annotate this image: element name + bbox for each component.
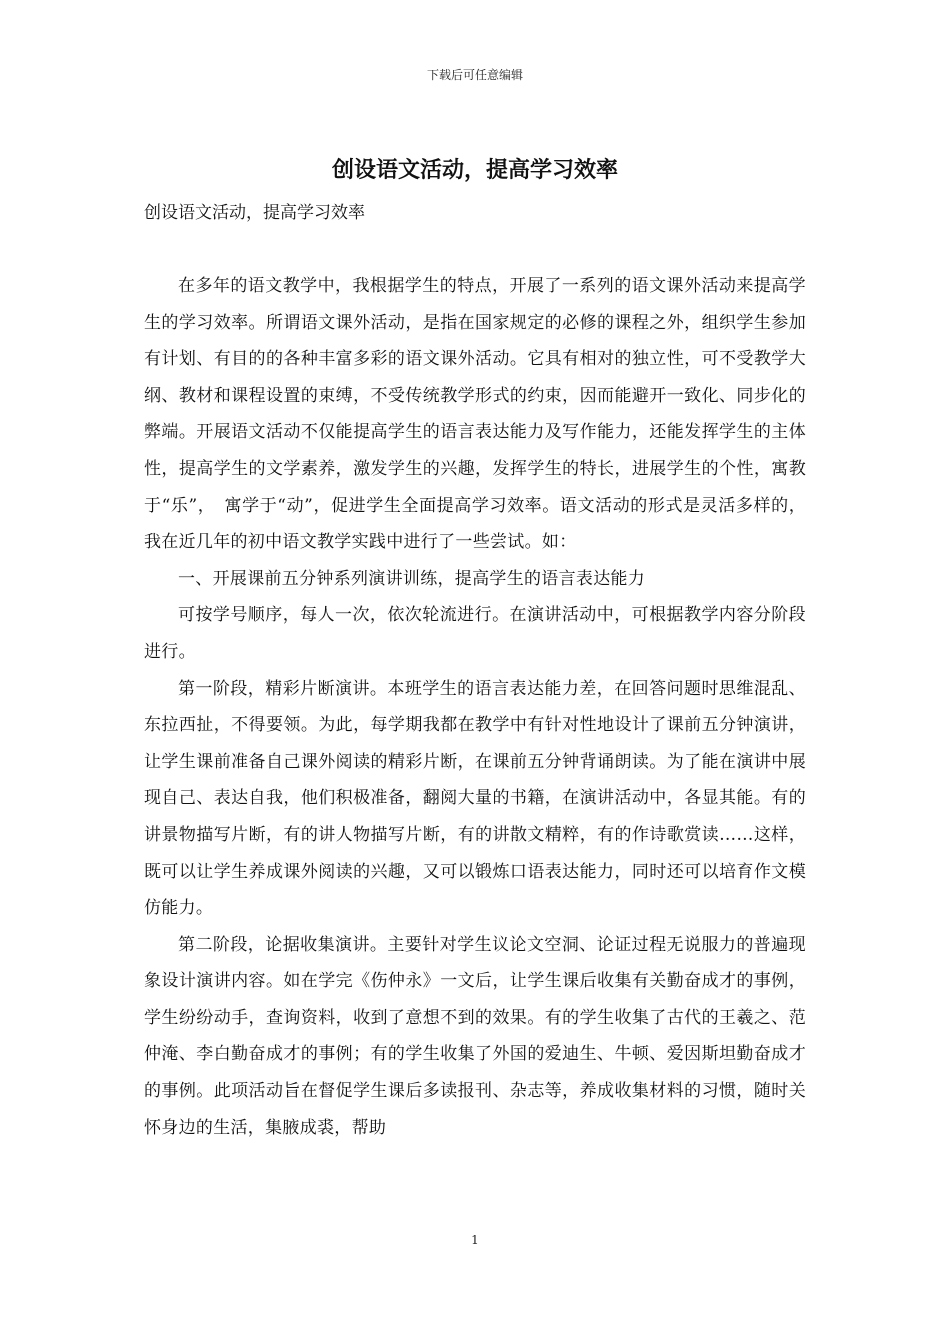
page-number: 1 (471, 1233, 479, 1247)
document-title: 创设语文活动，提高学习效率 (331, 157, 618, 183)
body-paragraph-method: 可按学号顺序，每人一次，依次轮流进行。在演讲活动中，可根据教学内容分阶段进行。 (144, 605, 806, 662)
body-paragraph-intro: 在多年的语文教学中，我根据学生的特点，开展了一系列的语文课外活动来提高学生的学习效率。所谓语文课外活动，是指在国家规定的必修的课程之外，组织学生参加有计划、有目的的各种丰富多彩的语文课外活动。它具有相对的独立性，可不受教学大纲、教材和课程设置的束缚，不受传统教学形式的约束，因而能避开一致化、同步化的弊端。开展语文活动不仅能提高学生的语言表达能力及写作能力，还能发挥学生的主体性，提高学生的文学素养，激发学生的兴趣，发挥学生的特长，进展学生的个性，寓教于“乐”， 寓学于“动”，促进学生全面提高学习效率。语文活动的形式是灵活多样的，我在近几年的初中语文教学实践中进行了一些尝试。如： (144, 276, 806, 553)
section-heading-1: 一、开展课前五分钟系列演讲训练，提高学生的语言表达能力 (178, 568, 646, 589)
document-subtitle: 创设语文活动，提高学习效率 (144, 203, 365, 223)
page-header-note: 下载后可任意编辑 (426, 68, 523, 82)
body-paragraph-stage-2: 第二阶段，论据收集演讲。主要针对学生议论文空洞、论证过程无说服力的普遍现象设计演讲内容。如在学完《伤仲永》一文后，让学生课后收集有关勤奋成才的事例，学生纷纷动手，查询资料，收到了意想不到的效果。有的学生收集了古代的王羲之、范仲淹、李白勤奋成才的事例；有的学生收集了外国的爱迪生、牛顿、爱因斯坦勤奋成才的事例。此项活动旨在督促学生课后多读报刊、杂志等，养成收集材料的习惯，随时关怀身边的生活，集腋成裘，帮助 (144, 934, 806, 1138)
body-paragraph-stage-1: 第一阶段，精彩片断演讲。本班学生的语言表达能力差，在回答问题时思维混乱、东拉西扯，不得要领。为此，每学期我都在教学中有针对性地设计了课前五分钟演讲，让学生课前准备自己课外阅读的精彩片断，在课前五分钟背诵朗读。为了能在演讲中展现自己、表达自我，他们积极准备，翻阅大量的书籍，在演讲活动中，各显其能。有的讲景物描写片断，有的讲人物描写片断，有的讲散文精粹，有的作诗歌赏读……这样，既可以让学生养成课外阅读的兴趣，又可以锻炼口语表达能力，同时还可以培育作文模仿能力。 (144, 678, 806, 919)
document-body (144, 268, 806, 1146)
